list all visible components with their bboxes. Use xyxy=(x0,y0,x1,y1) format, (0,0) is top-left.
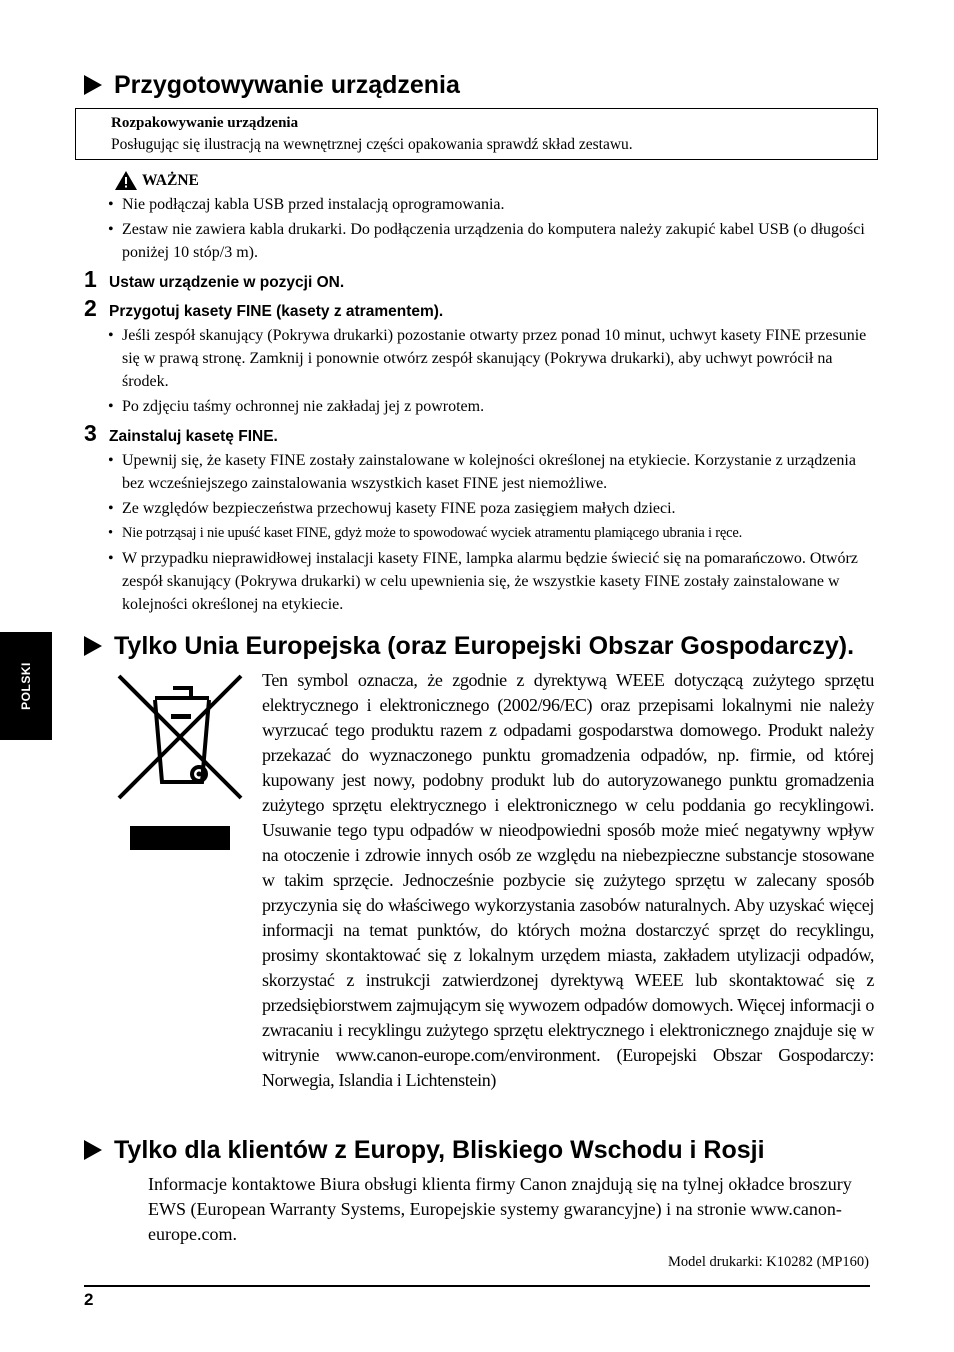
warning-icon xyxy=(114,170,138,191)
list-item: • Nie potrząsaj i nie upuść kaset FINE, gdyż może to spowodować wyciek atramentu plamiącego ubrania i ręce. xyxy=(108,522,878,545)
warning-text: WAŻNE xyxy=(142,171,199,189)
model-label: Model drukarki: K10282 (MP160) xyxy=(668,1254,869,1270)
triangle-bullet-icon xyxy=(84,636,102,656)
step-title: Zainstaluj kasetę FINE. xyxy=(109,428,278,445)
crossed-out-wheelie-bin-icon xyxy=(117,674,245,802)
language-side-tab xyxy=(0,632,52,740)
section-heading-preparation xyxy=(84,70,460,100)
black-bar xyxy=(130,826,230,850)
step-title: Ustaw urządzenie w pozycji ON. xyxy=(109,274,345,291)
warning-label xyxy=(114,170,199,191)
step-title: Przygotuj kasety FINE (kasety z atramentem). xyxy=(109,303,444,320)
triangle-bullet-icon xyxy=(84,1140,102,1160)
list-item: • Zestaw nie zawiera kabla drukarki. Do podłączenia urządzenia do komputera należy zakupić kabel USB (o długości poniżej 10 stóp/3 m). xyxy=(108,218,878,264)
section-heading-emea xyxy=(84,1135,765,1165)
contact-paragraph: Informacje kontaktowe Biura obsługi klienta firmy Canon znajdują się na tylnej okładce broszury EWS (European Warranty Systems, Europejskie systemy gwarancyjne) i na stronie www.canon-europe.com. xyxy=(148,1174,852,1244)
heading-text: Tylko Unia Europejska (oraz Europejski Obszar Gospodarczy). xyxy=(114,632,855,660)
footer-divider xyxy=(84,1285,870,1287)
heading-text: Przygotowywanie urządzenia xyxy=(114,71,460,99)
warning-list xyxy=(108,193,878,266)
heading-text: Tylko dla klientów z Europy, Bliskiego Wschodu i Rosji xyxy=(114,1136,765,1164)
list-item: • W przypadku nieprawidłowej instalacji kasety FINE, lampka alarmu będzie świecić się na pomarańczowo. Otwórz zespół skanujący (Pokrywa drukarki) w celu upewnienia się, że wszystkie kasety FINE zostały zainstalowane w kolejności określonej na etykiecie. xyxy=(108,547,878,616)
triangle-bullet-icon xyxy=(84,75,102,95)
list-item: • Ze względów bezpieczeństwa przechowuj kasety FINE poza zasięgiem małych dzieci. xyxy=(108,497,878,520)
step-3-list xyxy=(108,449,878,618)
section-heading-eu xyxy=(84,631,854,661)
weee-paragraph: Ten symbol oznacza, że zgodnie z dyrektywą WEEE dotyczącą zużytego sprzętu elektrycznego i elektronicznego (2002/96/EC) oraz przepisami lokalnymi nie należy wyrzucać tego produktu razem z odpadami gospodarstwa domowego. Produkt należy przekazać do wyznaczonego punktu gromadzenia odpadów, np. firmie, od której kupowany jest nowy, podobny produkt lub do autoryzowanego punktu gromadzenia zużytego sprzętu elektrycznego i elektronicznego w celu poddania go recyklingowi. Usuwanie tego typu odpadów w nieodpowiedni sposób może mieć negatywny wpływ na otoczenie i zdrowie innych osób ze względu na niebezpieczne substancje stosowane w takim sprzęcie. Jednocześnie pozbycie się zużytego sprzętu w zalecany sposób przyczynia się do właściwego wykorzystania zasobów naturalnych. Aby uzyskać więcej informacji na temat punktów, do których można dostarczyć sprzęt do recyklingu, prosimy skontaktować się z lokalnym urzędem miasta, zakładem utylizacji odpadów, skorzystać z instrukcji zatwierdzonej dyrektywą WEEE lub skontaktować się z przedsiębiorstwem zajmującym się wywozem odpadów domowych. Więcej informacji o zwracaniu i recyklingu zużytego sprzętu elektrycznego i elektronicznego znajduje się w witrynie www.canon-europe.com/environment. (Europejski Obszar Gospodarczy: Norwegia, Islandia i Lichtenstein) xyxy=(262,670,874,1090)
box-text: Posługując się ilustracją na wewnętrznej części opakowania sprawdź skład zestawu. xyxy=(111,136,633,153)
step-number: 2 xyxy=(84,295,97,321)
step-1 xyxy=(84,266,344,293)
page-number: 2 xyxy=(84,1290,94,1309)
step-number: 1 xyxy=(84,266,97,292)
list-item: • Nie podłączaj kabla USB przed instalacją oprogramowania. xyxy=(108,193,878,216)
step-number: 3 xyxy=(84,420,97,446)
list-item: • Po zdjęciu taśmy ochronnej nie zakładaj jej z powrotem. xyxy=(108,395,878,418)
box-title: Rozpakowywanie urządzenia xyxy=(111,115,299,131)
list-item: • Jeśli zespół skanujący (Pokrywa drukarki) pozostanie otwarty przez ponad 10 minut, uchwyt kasety FINE przesunie się w prawą stronę. Zamknij i ponownie otwórz zespół skanujący (Pokrywa drukarki), aby uchwyt powrócił na środek. xyxy=(108,324,878,393)
list-item: • Upewnij się, że kasety FINE zostały zainstalowane w kolejności określonej na etykiecie. Korzystanie z urządzenia bez wcześniejszego zainstalowania wszystkich kaset FINE jest niemożliwe. xyxy=(108,449,878,495)
side-tab-label: POLSKI xyxy=(18,662,33,710)
step-2 xyxy=(84,295,443,322)
unpacking-box xyxy=(75,108,878,160)
step-2-list xyxy=(108,324,878,420)
step-3 xyxy=(84,420,278,447)
